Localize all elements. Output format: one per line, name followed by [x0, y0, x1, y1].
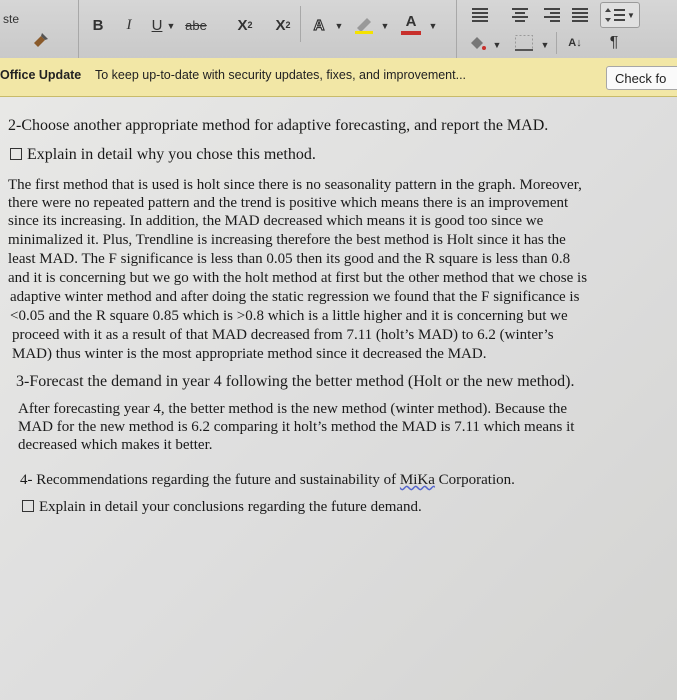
- q4-heading-text: 4- Recommendations regarding the future and sustainability of: [20, 472, 400, 488]
- q3-answer-line: decreased which makes it better.: [18, 437, 213, 453]
- q3-answer-line: After forecasting year 4, the better method is the new method (winter method). Because the: [18, 401, 567, 417]
- q2-answer-line: minimalized it. Plus, Trendline is increasing therefore the best method is Holt since it has the: [8, 232, 566, 248]
- checkbox-icon: [22, 500, 34, 512]
- q4-subheading: [22, 498, 422, 517]
- bold-button[interactable]: B: [92, 16, 104, 34]
- align-center-icon[interactable]: [510, 6, 530, 24]
- paste-label-partial[interactable]: ste: [2, 12, 19, 26]
- underline-dropdown-icon[interactable]: ▼: [166, 21, 176, 31]
- highlight-dropdown-icon[interactable]: ▼: [380, 21, 390, 31]
- checkbox-icon: [10, 148, 22, 160]
- q2-answer-line: <0.05 and the R square 0.85 which is >0.8 which is a little higher and it is concerning but we: [10, 308, 568, 324]
- q2-answer-line: proceed with it as a result of that MAD decreased from 7.11 (holt’s MAD) to 6.2 (winter’s: [12, 327, 554, 343]
- superscript-button[interactable]: [270, 14, 296, 36]
- align-right-icon[interactable]: [542, 6, 562, 24]
- check-for-updates-button[interactable]: Check fo: [606, 66, 677, 90]
- shading-icon[interactable]: [466, 32, 488, 54]
- subscript-base: X: [237, 16, 248, 34]
- italic-button[interactable]: I: [126, 16, 132, 33]
- text-effects-button[interactable]: [307, 13, 331, 37]
- font-color-swatch: [401, 31, 421, 35]
- update-message: To keep up-to-date with security updates, fixes, and improvement...: [95, 68, 467, 82]
- office-update-bar: [0, 58, 677, 97]
- underline-button[interactable]: U: [151, 16, 163, 34]
- font-color-dropdown-icon[interactable]: ▼: [428, 21, 438, 31]
- format-painter-icon[interactable]: [30, 28, 52, 50]
- borders-dropdown-icon[interactable]: ▼: [540, 40, 550, 50]
- q2-heading: 2-Choose another appropriate method for adaptive forecasting, and report the MAD.: [8, 117, 549, 134]
- q2-answer-line: least MAD. The F significance is less than 0.05 then its good and the R square is less than 0.8: [8, 251, 571, 267]
- q2-answer-line: and it is concerning but we go with the holt method at first but the other method that we chose is: [8, 270, 588, 286]
- justify-icon[interactable]: [570, 6, 590, 24]
- document-page[interactable]: [0, 97, 677, 700]
- q2-answer-line: there were no repeated pattern and the trend is positive which means there is an improvement: [8, 195, 569, 211]
- company-name: MiKa: [399, 472, 435, 488]
- line-spacing-dropdown-icon: ▼: [627, 10, 635, 20]
- subscript-button[interactable]: [232, 14, 258, 36]
- line-spacing-button[interactable]: [600, 2, 640, 28]
- q3-answer-line: MAD for the new method is 6.2 comparing it holt’s method the MAD is 7.11 which means it: [18, 419, 575, 435]
- q4-heading-end: Corporation.: [434, 472, 515, 488]
- superscript-base: X: [275, 16, 286, 34]
- font-color-button[interactable]: [398, 11, 424, 37]
- q2-answer-line: since its increasing. In addition, the MAD decreased which means it is good too since we: [8, 213, 544, 229]
- subscript-sub: 2: [247, 20, 253, 30]
- q2-subheading: [10, 146, 316, 164]
- text-effects-icon: A: [313, 16, 325, 34]
- q3-heading: 3-Forecast the demand in year 4 following the better method (Holt or the new method).: [16, 373, 575, 390]
- q2-answer-line: MAD) thus winter is the most appropriate method since it decreased the MAD.: [12, 346, 487, 362]
- superscript-sup: 2: [285, 20, 291, 30]
- formatting-ribbon: [0, 0, 677, 59]
- font-color-icon: A: [405, 13, 417, 30]
- highlight-color-icon[interactable]: [352, 12, 376, 36]
- pilcrow-button[interactable]: ¶: [609, 34, 619, 51]
- q2-answer-line: adaptive winter method and after doing the static regression we found that the F significance is: [10, 289, 580, 305]
- q4-heading: [20, 471, 515, 490]
- q2-answer-line: The first method that is used is holt since there is no seasonality pattern in the graph. Moreover,: [8, 177, 582, 193]
- q4-subheading-text: Explain in detail your conclusions regarding the future demand.: [39, 499, 422, 515]
- shading-dropdown-icon[interactable]: ▼: [492, 40, 502, 50]
- borders-icon[interactable]: [512, 32, 536, 54]
- text-effects-dropdown-icon[interactable]: ▼: [334, 21, 344, 31]
- update-label: Office Update: [0, 68, 82, 82]
- sort-button[interactable]: A↓: [568, 37, 582, 49]
- bullets-icon[interactable]: [470, 6, 490, 24]
- q2-subheading-text: Explain in detail why you chose this method.: [27, 146, 316, 163]
- line-spacing-icon: [605, 8, 625, 22]
- strikethrough-button[interactable]: abe: [185, 17, 207, 33]
